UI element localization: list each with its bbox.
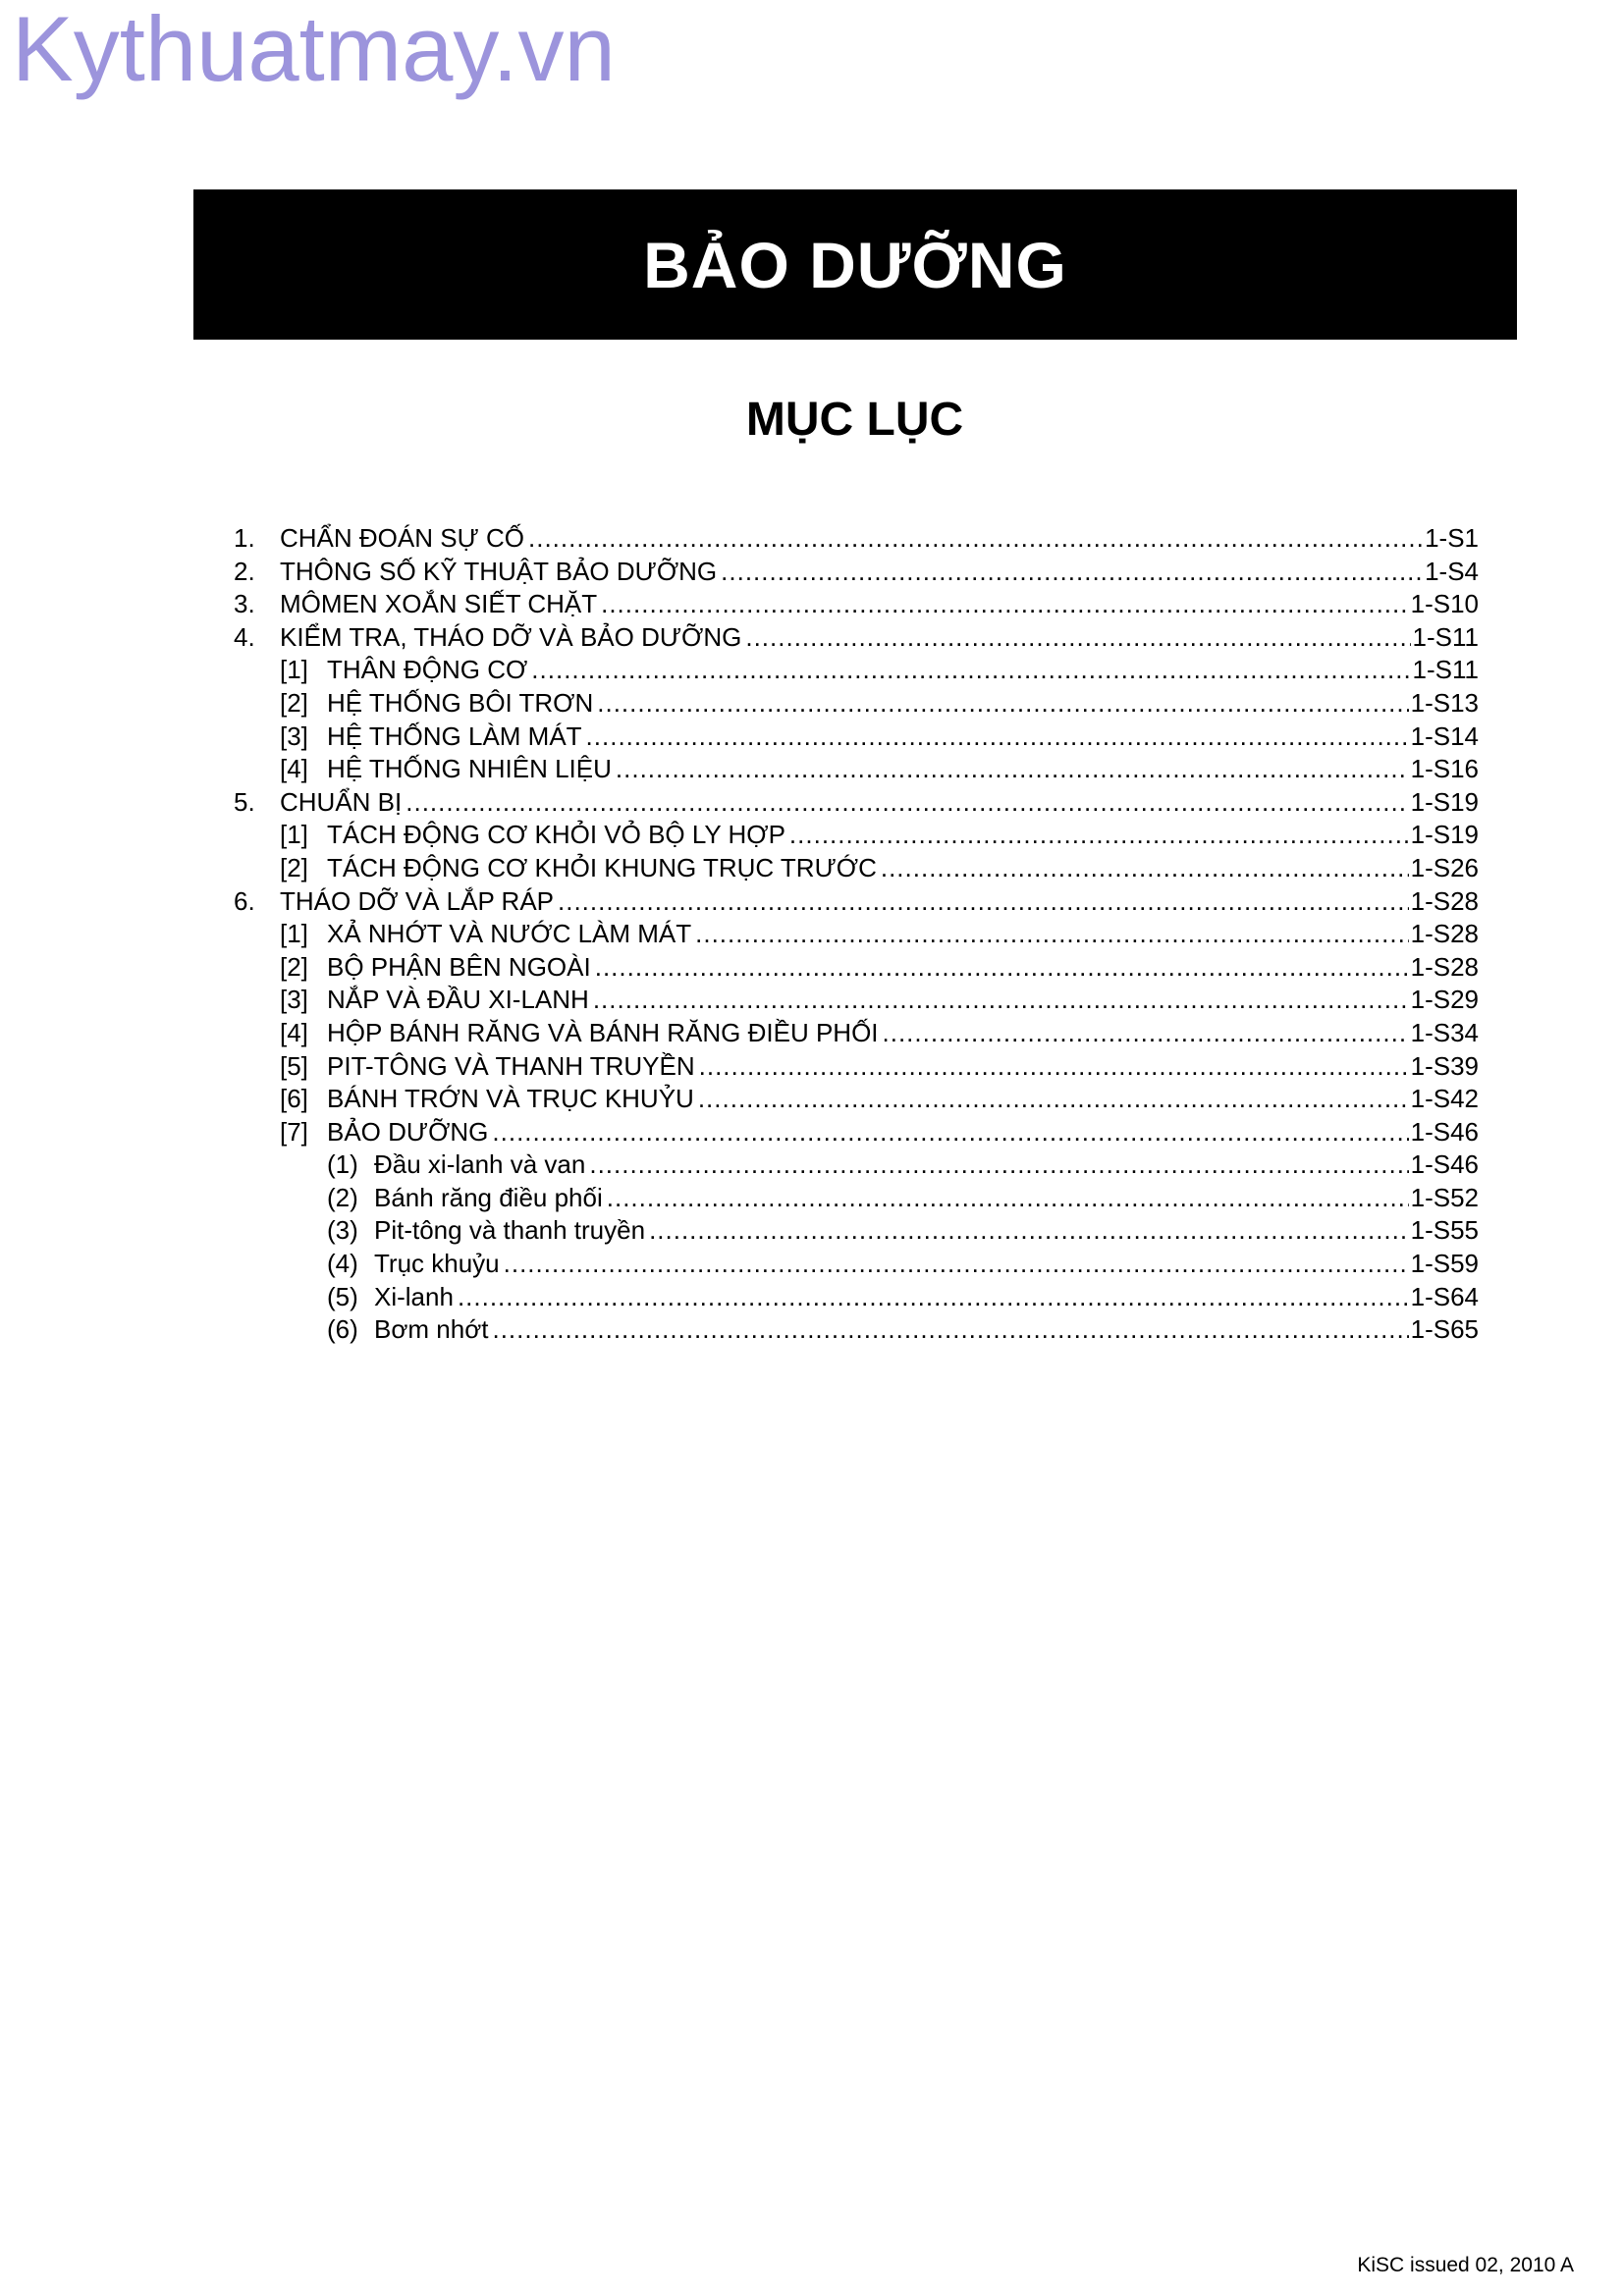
toc-entry-label: HỆ THỐNG NHIÊN LIỆU — [327, 754, 612, 784]
footer-issue-note: KiSC issued 02, 2010 A — [1357, 2254, 1574, 2276]
toc-entry-number: 2. — [234, 556, 255, 586]
toc-entry-number: [4] — [280, 754, 308, 784]
toc-entry-label: Xi-lanh — [374, 1281, 454, 1311]
toc-entry-label: BẢO DƯỠNG — [327, 1116, 489, 1147]
toc-dot-leader — [593, 984, 1409, 1017]
toc-entry-page: 1-S28 — [1410, 951, 1479, 982]
toc-entry-label: Pit-tông và thanh truyền — [374, 1215, 646, 1246]
toc-entry-page: 1-S16 — [1410, 754, 1479, 784]
toc-entry-number: [3] — [280, 985, 308, 1015]
toc-dot-leader — [492, 1116, 1408, 1149]
toc-entry-number: 3. — [234, 589, 255, 619]
toc-entry[interactable] — [234, 1148, 1479, 1182]
toc-entry[interactable] — [234, 1083, 1479, 1116]
toc-entry-page: 1-S46 — [1410, 1149, 1479, 1180]
toc-dot-leader — [558, 885, 1409, 919]
table-of-contents — [234, 522, 1479, 1347]
toc-entry[interactable] — [234, 951, 1479, 985]
toc-entry[interactable] — [234, 556, 1479, 589]
toc-dot-leader — [881, 852, 1409, 885]
toc-entry[interactable] — [234, 654, 1479, 687]
toc-entry-number: 1. — [234, 523, 255, 553]
toc-entry-page: 1-S42 — [1410, 1084, 1479, 1114]
toc-entry-label: CHẨN ĐOÁN SỰ CỐ — [280, 523, 525, 553]
toc-entry[interactable] — [234, 721, 1479, 754]
toc-entry-page: 1-S55 — [1410, 1215, 1479, 1246]
document-title: BẢO DƯỠNG — [643, 228, 1067, 301]
toc-entry-number: [2] — [280, 852, 308, 882]
toc-dot-leader — [586, 721, 1409, 754]
toc-entry[interactable] — [234, 1182, 1479, 1215]
toc-entry-page: 1-S28 — [1410, 919, 1479, 949]
toc-dot-leader — [883, 1017, 1409, 1050]
toc-entry[interactable] — [234, 1116, 1479, 1149]
toc-entry-label: Bơm nhớt — [374, 1314, 489, 1345]
toc-entry-number: [5] — [280, 1050, 308, 1081]
toc-entry-number: [4] — [280, 1017, 308, 1047]
toc-entry[interactable] — [234, 1313, 1479, 1347]
toc-entry-label: HỘP BÁNH RĂNG VÀ BÁNH RĂNG ĐIỀU PHỐI — [327, 1017, 879, 1047]
toc-dot-leader — [721, 556, 1423, 589]
toc-entry[interactable] — [234, 984, 1479, 1017]
toc-entry-page: 1-S59 — [1410, 1249, 1479, 1279]
toc-entry-number: (3) — [327, 1215, 358, 1246]
toc-heading: MỤC LỤC — [745, 394, 964, 446]
toc-entry-label: KIỂM TRA, THÁO DỠ VÀ BẢO DƯỠNG — [280, 621, 742, 652]
toc-entry-label: BÁNH TRỚN VÀ TRỤC KHUỶU — [327, 1084, 694, 1114]
toc-dot-leader — [492, 1313, 1408, 1347]
toc-entry[interactable] — [234, 786, 1479, 820]
toc-entry-page: 1-S64 — [1410, 1281, 1479, 1311]
toc-entry-number: (1) — [327, 1149, 358, 1180]
toc-entry-label: THÔNG SỐ KỸ THUẬT BẢO DƯỠNG — [280, 556, 718, 586]
toc-entry-label: MÔMEN XOẮN SIẾT CHẶT — [280, 589, 598, 619]
toc-entry-number: (6) — [327, 1314, 358, 1345]
toc-entry[interactable] — [234, 1281, 1479, 1314]
toc-entry[interactable] — [234, 885, 1479, 919]
toc-entry[interactable] — [234, 1214, 1479, 1248]
toc-entry-page: 1-S28 — [1410, 885, 1479, 916]
toc-entry[interactable] — [234, 522, 1479, 556]
toc-entry[interactable] — [234, 819, 1479, 852]
toc-entry[interactable] — [234, 1248, 1479, 1281]
toc-entry-label: HỆ THỐNG BÔI TRƠN — [327, 687, 594, 718]
toc-entry[interactable] — [234, 852, 1479, 885]
toc-dot-leader — [597, 687, 1408, 721]
toc-entry-label: HỆ THỐNG LÀM MÁT — [327, 721, 582, 751]
toc-entry-label: THÁO DỠ VÀ LẮP RÁP — [280, 885, 555, 916]
toc-entry-page: 1-S19 — [1410, 820, 1479, 850]
toc-entry-label: TÁCH ĐỘNG CƠ KHỎI VỎ BỘ LY HỢP — [327, 820, 785, 850]
toc-entry-label: NẮP VÀ ĐẦU XI-LANH — [327, 985, 589, 1015]
toc-entry[interactable] — [234, 753, 1479, 786]
toc-entry-number: [2] — [280, 687, 308, 718]
toc-dot-leader — [695, 918, 1408, 951]
toc-entry[interactable] — [234, 918, 1479, 951]
toc-entry-label: XẢ NHỚT VÀ NƯỚC LÀM MÁT — [327, 919, 692, 949]
toc-entry-page: 1-S29 — [1410, 985, 1479, 1015]
toc-entry-label: PIT-TÔNG VÀ THANH TRUYỀN — [327, 1050, 695, 1081]
toc-entry-page: 1-S46 — [1410, 1116, 1479, 1147]
toc-entry-number: (5) — [327, 1281, 358, 1311]
toc-entry-page: 1-S11 — [1412, 655, 1479, 685]
toc-entry-label: BỘ PHẬN BÊN NGOÀI — [327, 951, 591, 982]
toc-entry-page: 1-S13 — [1410, 687, 1479, 718]
toc-entry-page: 1-S34 — [1410, 1017, 1479, 1047]
toc-entry-number: [7] — [280, 1116, 308, 1147]
toc-dot-leader — [504, 1248, 1409, 1281]
toc-entry-label: Đầu xi-lanh và van — [374, 1149, 586, 1180]
title-banner — [193, 189, 1517, 340]
toc-dot-leader — [616, 753, 1409, 786]
toc-entry-page: 1-S10 — [1410, 589, 1479, 619]
toc-entry-page: 1-S52 — [1410, 1182, 1479, 1212]
toc-entry-number: [2] — [280, 951, 308, 982]
toc-dot-leader — [528, 522, 1423, 556]
toc-entry-number: [1] — [280, 919, 308, 949]
toc-dot-leader — [458, 1281, 1409, 1314]
toc-entry[interactable] — [234, 621, 1479, 655]
toc-entry-number: [6] — [280, 1084, 308, 1114]
toc-entry[interactable] — [234, 588, 1479, 621]
toc-entry-number: 6. — [234, 885, 255, 916]
toc-entry-label: TÁCH ĐỘNG CƠ KHỎI KHUNG TRỤC TRƯỚC — [327, 852, 877, 882]
toc-entry-label: THÂN ĐỘNG CƠ — [327, 655, 528, 685]
toc-entry[interactable] — [234, 1050, 1479, 1084]
toc-dot-leader — [595, 951, 1409, 985]
toc-entry[interactable] — [234, 687, 1479, 721]
toc-entry-page: 1-S65 — [1410, 1314, 1479, 1345]
toc-dot-leader — [601, 588, 1409, 621]
toc-entry-number: [1] — [280, 820, 308, 850]
toc-entry-page: 1-S14 — [1410, 721, 1479, 751]
toc-entry-label: Trục khuỷu — [374, 1249, 500, 1279]
toc-dot-leader — [699, 1050, 1409, 1084]
watermark-text: Kythuatmay.vn — [12, 0, 616, 100]
toc-entry-page: 1-S26 — [1410, 852, 1479, 882]
toc-entry[interactable] — [234, 1017, 1479, 1050]
toc-entry-number: [3] — [280, 721, 308, 751]
toc-dot-leader — [531, 654, 1410, 687]
toc-dot-leader — [607, 1182, 1409, 1215]
toc-entry-page: 1-S19 — [1410, 786, 1479, 817]
toc-dot-leader — [649, 1214, 1409, 1248]
toc-entry-label: Bánh răng điều phối — [374, 1182, 603, 1212]
toc-entry-page: 1-S39 — [1410, 1050, 1479, 1081]
toc-dot-leader — [789, 819, 1409, 852]
toc-entry-number: 4. — [234, 621, 255, 652]
toc-entry-number: (2) — [327, 1182, 358, 1212]
toc-dot-leader — [698, 1083, 1409, 1116]
toc-dot-leader — [406, 786, 1408, 820]
toc-entry-page: 1-S11 — [1412, 621, 1479, 652]
toc-entry-number: [1] — [280, 655, 308, 685]
toc-entry-page: 1-S1 — [1425, 523, 1479, 553]
toc-dot-leader — [589, 1148, 1408, 1182]
toc-entry-number: 5. — [234, 786, 255, 817]
toc-entry-page: 1-S4 — [1425, 556, 1479, 586]
toc-entry-number: (4) — [327, 1249, 358, 1279]
toc-dot-leader — [745, 621, 1410, 655]
toc-entry-label: CHUẨN BỊ — [280, 786, 403, 817]
